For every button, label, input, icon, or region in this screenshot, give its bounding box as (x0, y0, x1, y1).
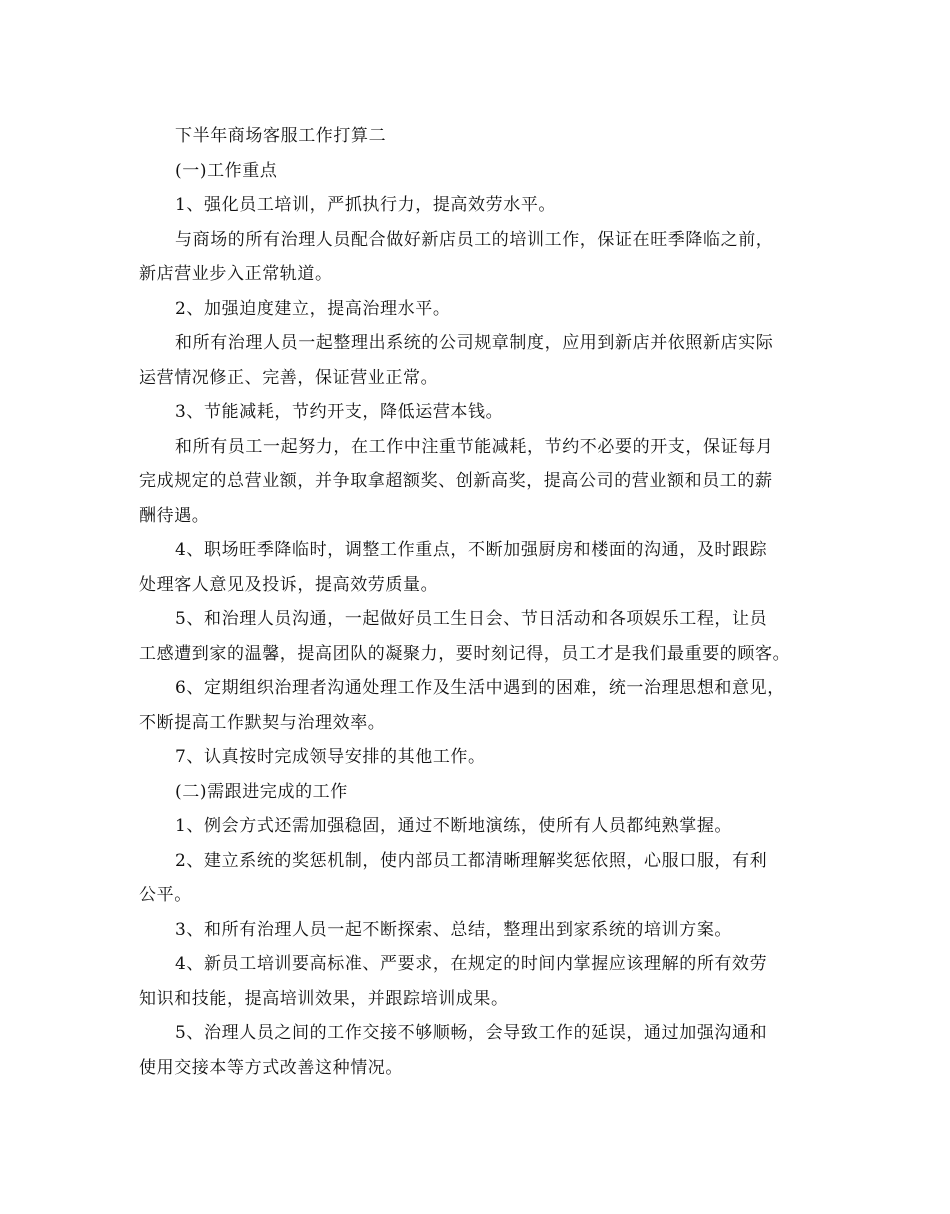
text-line: 处理客人意见及投诉，提高效劳质量。 (139, 574, 439, 595)
text-line: 6、定期组织治理者沟通处理工作及生活中遇到的困难，统一治理思想和意见， (175, 678, 785, 698)
text-line: 公平。 (139, 885, 192, 905)
text-line: 新店营业步入正常轨道。 (139, 264, 333, 284)
text-line: 完成规定的总营业额，并争取拿超额奖、创新高奖，提高公司的营业额和员工的薪 (139, 471, 773, 491)
section-heading-work-focus (139, 154, 819, 189)
text-line: 4、新员工培训要高标准、严要求，在规定的时间内掌握应该理解的所有效劳 (175, 954, 768, 974)
text-line: 下半年商场客服工作打算二 (175, 126, 387, 146)
list-item (139, 913, 819, 948)
text-line: 2、加强迫度建立，提高治理水平。 (175, 298, 451, 319)
list-item-heading (139, 395, 819, 430)
text-line: 使用交接本等方式改善这种情况。 (139, 1057, 403, 1078)
list-item (139, 533, 819, 602)
list-item (139, 947, 819, 1016)
text-line: 5、治理人员之间的工作交接不够顺畅，会导致工作的延误，通过加强沟通和 (175, 1023, 768, 1043)
text-line: 1、强化员工培训，严抓执行力，提高效劳水平。 (175, 195, 557, 215)
document-title (139, 119, 819, 154)
text-line: 不断提高工作默契与治理效率。 (139, 712, 386, 733)
body-paragraph (139, 223, 819, 292)
list-item (139, 844, 819, 913)
text-line: 5、和治理人员沟通，一起做好员工生日会、节日活动和各项娱乐工程，让员 (175, 609, 768, 629)
text-line: 和所有员工一起努力，在工作中注重节能减耗，节约不必要的开支，保证每月 (175, 436, 774, 457)
list-item-heading (139, 188, 819, 223)
text-line: 3、节能减耗，节约开支，降低运营本钱。 (175, 402, 504, 422)
document-body (139, 119, 819, 1085)
text-line: 2、建立系统的奖惩机制，使内部员工都清晰理解奖惩依照，心服口服，有利 (175, 850, 768, 871)
list-item (139, 602, 819, 671)
section-heading-follow-up (139, 775, 819, 810)
body-paragraph (139, 326, 819, 395)
list-item (139, 671, 819, 740)
text-line: (二)需跟进完成的工作 (175, 781, 348, 802)
list-item (139, 1016, 819, 1085)
text-line: 4、职场旺季降临时，调整工作重点，不断加强厨房和楼面的沟通，及时跟踪 (175, 540, 768, 560)
text-line: (一)工作重点 (175, 160, 278, 181)
body-paragraph (139, 430, 819, 534)
text-line: 工感遭到家的温馨，提高团队的凝聚力，要时刻记得，员工才是我们最重要的顾客。 (139, 643, 791, 664)
list-item (139, 740, 819, 775)
text-line: 7、认真按时完成领导安排的其他工作。 (175, 747, 486, 767)
text-line: 与商场的所有治理人员配合做好新店员工的培训工作，保证在旺季降临之前， (175, 229, 774, 250)
text-line: 和所有治理人员一起整理出系统的公司规章制度，应用到新店并依照新店实际 (175, 333, 774, 353)
list-item (139, 809, 819, 844)
text-line: 酬待遇。 (139, 505, 210, 526)
text-line: 运营情况修正、完善，保证营业正常。 (139, 367, 439, 388)
text-line: 1、例会方式还需加强稳固，通过不断地演练，使所有人员都纯熟掌握。 (175, 816, 733, 836)
list-item-heading (139, 292, 819, 327)
text-line: 3、和所有治理人员一起不断探索、总结，整理出到家系统的培训方案。 (175, 919, 733, 940)
text-line: 知识和技能，提高培训效果，并跟踪培训成果。 (139, 988, 509, 1009)
